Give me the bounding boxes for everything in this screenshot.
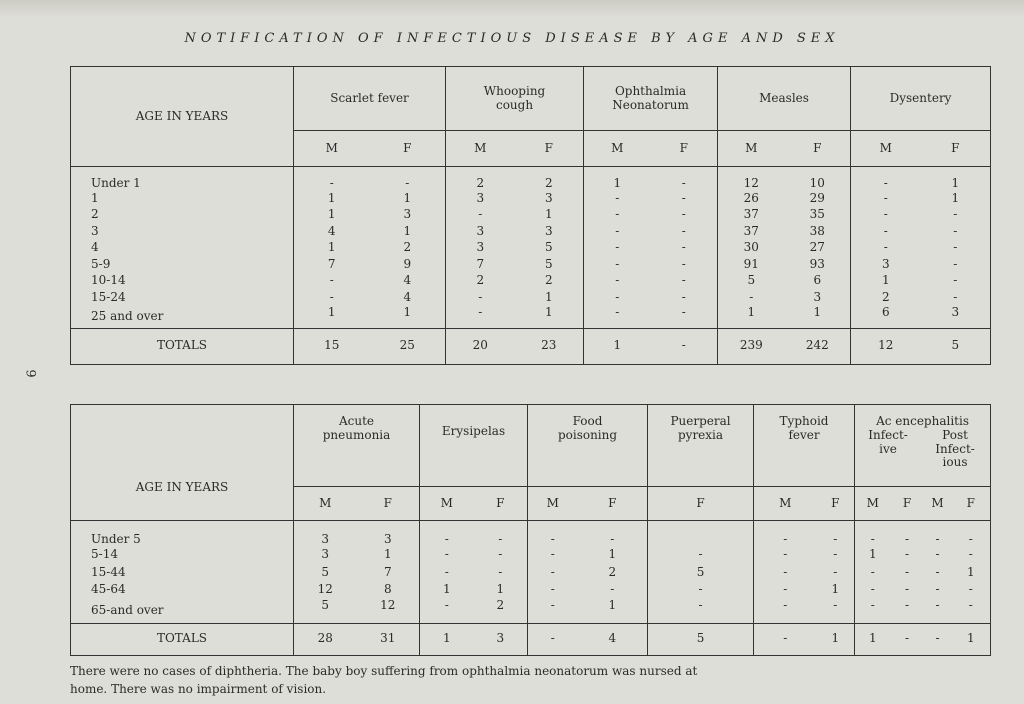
total-cell: -	[651, 328, 718, 364]
value-cell: -	[651, 191, 718, 208]
sex-header: M	[420, 487, 474, 521]
value-cell: 4	[370, 290, 446, 307]
table-row	[71, 564, 991, 582]
value-cell: 3	[294, 547, 357, 565]
value-cell: -	[851, 191, 921, 208]
value-cell: 30	[718, 240, 785, 257]
value-cell: 91	[718, 257, 785, 274]
value-cell: -	[754, 521, 817, 547]
value-cell: 1	[584, 167, 651, 191]
total-cell: -	[528, 623, 578, 655]
value-cell: 1	[294, 207, 370, 224]
value-cell: 1	[357, 547, 420, 565]
footer-line-2: home. There was no impairment of vision.	[70, 682, 327, 696]
value-cell: -	[651, 306, 718, 328]
value-cell: 2	[446, 273, 515, 290]
value-cell: -	[294, 167, 370, 191]
table-row	[71, 224, 991, 241]
value-cell: -	[855, 564, 891, 582]
value-cell: 12	[718, 167, 785, 191]
sex-header: M	[718, 131, 785, 167]
value-cell: -	[754, 582, 817, 600]
value-cell: -	[474, 521, 528, 547]
total-cell: 1	[952, 623, 991, 655]
value-cell: 2	[515, 167, 584, 191]
table-row	[71, 240, 991, 257]
value-cell: 1	[370, 224, 446, 241]
totals-label: TOTALS	[71, 623, 294, 655]
value-cell	[648, 521, 754, 547]
value-cell: 3	[515, 224, 584, 241]
value-cell: -	[584, 207, 651, 224]
value-cell: 3	[515, 191, 584, 208]
value-cell: 3	[921, 306, 991, 328]
value-cell: -	[446, 306, 515, 328]
age-cell: 10-14	[71, 273, 294, 290]
age-cell: 4	[71, 240, 294, 257]
value-cell: -	[851, 224, 921, 241]
value-cell: 3	[446, 224, 515, 241]
sex-header: M	[584, 131, 651, 167]
disease-header: Typhoid fever	[754, 405, 855, 487]
sex-header: F	[891, 487, 924, 521]
disease-header: Measles	[718, 67, 851, 131]
value-cell: -	[528, 599, 578, 623]
value-cell: -	[935, 547, 940, 562]
sex-header: M	[294, 487, 357, 521]
value-cell: -	[578, 582, 648, 600]
disease-header: Ophthalmia Neonatorum	[584, 67, 718, 131]
table-row	[71, 207, 991, 224]
value-cell: 1	[952, 564, 991, 582]
value-cell: 1	[578, 599, 648, 623]
value-cell: 3	[446, 240, 515, 257]
value-cell: 1	[294, 306, 370, 328]
value-cell: -	[528, 521, 578, 547]
table-row	[71, 290, 991, 307]
value-cell: -	[817, 521, 855, 547]
value-cell: -	[952, 521, 991, 547]
sex-header: F	[648, 487, 754, 521]
encephalitis-title: Ac encephalitis	[876, 414, 969, 428]
value-cell: -	[754, 564, 817, 582]
value-cell: -	[648, 547, 754, 565]
disease-table-2	[70, 404, 991, 656]
sex-header: F	[921, 131, 991, 167]
sex-header: F	[370, 131, 446, 167]
value-cell: 5	[718, 273, 785, 290]
value-cell: 7	[294, 257, 370, 274]
table-row	[71, 599, 991, 623]
value-cell: -	[294, 290, 370, 307]
value-cell: 3	[446, 191, 515, 208]
age-cell: 25 and over	[71, 306, 294, 328]
value-cell: -	[891, 599, 924, 623]
value-cell: 1	[817, 582, 855, 600]
age-header: AGE IN YEARS	[71, 405, 294, 521]
totals-label: TOTALS	[71, 328, 294, 364]
value-cell: -	[584, 257, 651, 274]
sex-header: F	[357, 487, 420, 521]
sex-header: M	[855, 487, 891, 521]
sex-header: F	[651, 131, 718, 167]
age-cell: 5-14	[71, 547, 294, 565]
value-cell: -	[921, 257, 991, 274]
value-cell: -	[420, 521, 474, 547]
total-cell: 1	[855, 623, 891, 655]
value-cell: 3	[851, 257, 921, 274]
value-cell: -	[584, 240, 651, 257]
table-row	[71, 547, 991, 565]
table-row	[71, 257, 991, 274]
value-cell: -	[651, 257, 718, 274]
total-cell: 31	[357, 623, 420, 655]
value-cell: -	[855, 599, 891, 623]
total-cell: 242	[785, 328, 851, 364]
value-cell: 1	[718, 306, 785, 328]
value-cell: -	[851, 240, 921, 257]
value-cell: -	[420, 564, 474, 582]
value-cell: 3	[294, 521, 357, 547]
post-infectious-subheader: Post Infect- ious	[935, 427, 975, 470]
disease-header: Food poisoning	[528, 405, 648, 487]
value-cell: -	[754, 599, 817, 623]
value-cell: -	[817, 547, 855, 565]
value-cell: 37	[718, 224, 785, 241]
value-cell: -	[924, 599, 952, 623]
value-cell: 3	[370, 207, 446, 224]
value-cell: -	[817, 599, 855, 623]
value-cell: -	[905, 547, 910, 562]
age-cell: 1	[71, 191, 294, 208]
sex-header: M	[754, 487, 817, 521]
value-cell: -	[935, 564, 940, 579]
value-cell: -	[584, 290, 651, 307]
value-cell: 4	[294, 224, 370, 241]
footer-line-1: There were no cases of diphtheria. The baby boy suffering from ophthalmia neonatorum was nursed at	[70, 664, 698, 678]
age-cell: 3	[71, 224, 294, 241]
value-cell: -	[584, 224, 651, 241]
value-cell: 4	[370, 273, 446, 290]
value-cell: 1	[294, 240, 370, 257]
value-cell: 2	[851, 290, 921, 307]
total-cell: 1	[584, 328, 651, 364]
total-cell: 3	[474, 623, 528, 655]
value-cell: -	[921, 207, 991, 224]
disease-header: Whooping cough	[446, 67, 584, 131]
value-cell: -	[817, 564, 855, 582]
value-cell: 1	[851, 273, 921, 290]
value-cell: -	[651, 273, 718, 290]
value-cell: 5	[515, 257, 584, 274]
value-cell: -	[718, 290, 785, 307]
age-cell: Under 1	[71, 167, 294, 191]
value-cell: 2	[578, 564, 648, 582]
age-cell: 45-64	[71, 582, 294, 600]
total-cell: 4	[578, 623, 648, 655]
value-cell: 38	[785, 224, 851, 241]
value-cell: -	[952, 582, 991, 600]
total-cell: 12	[851, 328, 921, 364]
value-cell: -	[474, 564, 528, 582]
value-cell: 9	[370, 257, 446, 274]
total-cell: 239	[718, 328, 785, 364]
table-row	[71, 273, 991, 290]
value-cell: 35	[785, 207, 851, 224]
value-cell: 93	[785, 257, 851, 274]
value-cell: 5	[294, 564, 357, 582]
value-cell: -	[851, 207, 921, 224]
value-cell: -	[921, 290, 991, 307]
sex-header: M	[294, 131, 370, 167]
value-cell: -	[578, 521, 648, 547]
value-cell: -	[584, 191, 651, 208]
value-cell: -	[584, 273, 651, 290]
sex-header: M	[851, 131, 921, 167]
value-cell: 27	[785, 240, 851, 257]
age-cell: 5-9	[71, 257, 294, 274]
value-cell: -	[446, 290, 515, 307]
table-row	[71, 191, 991, 208]
value-cell: -	[370, 167, 446, 191]
value-cell: -	[921, 240, 991, 257]
value-cell: 26	[718, 191, 785, 208]
value-cell: 2	[370, 240, 446, 257]
value-cell: 1	[855, 547, 891, 565]
total-cell: 5	[921, 328, 991, 364]
value-cell: -	[851, 167, 921, 191]
age-cell: 2	[71, 207, 294, 224]
value-cell: 6	[851, 306, 921, 328]
total-cell: -	[891, 623, 924, 655]
value-cell: -	[651, 224, 718, 241]
value-cell: 1	[294, 191, 370, 208]
disease-table-1	[70, 66, 991, 365]
value-cell: 1	[515, 290, 584, 307]
value-cell: 1	[370, 191, 446, 208]
page-edge	[0, 0, 1024, 18]
sex-header: F	[515, 131, 584, 167]
value-cell: 5	[294, 599, 357, 623]
value-cell: 1	[515, 207, 584, 224]
value-cell: 3	[785, 290, 851, 307]
table-row	[71, 167, 991, 191]
value-cell: 2	[515, 273, 584, 290]
age-cell: 65-and over	[71, 599, 294, 623]
value-cell: -	[651, 290, 718, 307]
sex-header: F	[785, 131, 851, 167]
value-cell: -	[935, 531, 940, 546]
table-row	[71, 582, 991, 600]
value-cell: -	[446, 207, 515, 224]
value-cell: -	[754, 547, 817, 565]
value-cell: 3	[357, 521, 420, 547]
value-cell: -	[905, 531, 910, 546]
value-cell: 8	[357, 582, 420, 600]
table-row	[71, 306, 991, 328]
value-cell: 12	[357, 599, 420, 623]
value-cell: 12	[294, 582, 357, 600]
value-cell: 7	[446, 257, 515, 274]
value-cell: 37	[718, 207, 785, 224]
value-cell: -	[905, 564, 910, 579]
value-cell: 1	[474, 582, 528, 600]
value-cell: 2	[446, 167, 515, 191]
total-cell: 20	[446, 328, 515, 364]
total-cell: 1	[420, 623, 474, 655]
age-cell: Under 5	[71, 521, 294, 547]
value-cell: -	[855, 521, 891, 547]
value-cell: 1	[921, 167, 991, 191]
value-cell: -	[651, 207, 718, 224]
value-cell: 1	[785, 306, 851, 328]
page-number: 9	[22, 369, 38, 378]
sex-header: F	[952, 487, 991, 521]
sex-header: M	[528, 487, 578, 521]
value-cell: 1	[578, 547, 648, 565]
value-cell: 1	[515, 306, 584, 328]
total-cell: 25	[370, 328, 446, 364]
encephalitis-header	[855, 405, 991, 487]
value-cell: -	[648, 599, 754, 623]
total-cell: 23	[515, 328, 584, 364]
value-cell: 1	[921, 191, 991, 208]
age-cell: 15-44	[71, 564, 294, 582]
value-cell: -	[528, 547, 578, 565]
value-cell: -	[528, 582, 578, 600]
total-cell: 28	[294, 623, 357, 655]
value-cell: -	[648, 582, 754, 600]
age-cell: 15-24	[71, 290, 294, 307]
value-cell: -	[474, 547, 528, 565]
value-cell: 7	[357, 564, 420, 582]
value-cell: 10	[785, 167, 851, 191]
total-cell: -	[754, 623, 817, 655]
value-cell: -	[905, 582, 910, 597]
value-cell: 5	[515, 240, 584, 257]
value-cell: 5	[648, 564, 754, 582]
sex-header: M	[924, 487, 952, 521]
table-row	[71, 521, 991, 547]
total-cell: -	[924, 623, 952, 655]
sex-header: M	[446, 131, 515, 167]
value-cell: -	[584, 306, 651, 328]
age-header: AGE IN YEARS	[71, 67, 294, 167]
total-cell: 1	[817, 623, 855, 655]
sex-header: F	[474, 487, 528, 521]
value-cell: -	[420, 599, 474, 623]
disease-header: Erysipelas	[420, 405, 528, 487]
value-cell: -	[420, 547, 474, 565]
value-cell: -	[952, 599, 991, 623]
value-cell: 1	[370, 306, 446, 328]
value-cell: 29	[785, 191, 851, 208]
value-cell: -	[651, 240, 718, 257]
value-cell: -	[294, 273, 370, 290]
value-cell: 6	[785, 273, 851, 290]
value-cell: -	[935, 582, 940, 597]
disease-header: Puerperal pyrexia	[648, 405, 754, 487]
value-cell: -	[921, 224, 991, 241]
page-title: NOTIFICATION OF INFECTIOUS DISEASE BY AGE AND SEX	[184, 31, 840, 46]
value-cell: -	[921, 273, 991, 290]
value-cell: -	[651, 167, 718, 191]
value-cell: -	[952, 547, 991, 565]
value-cell: 1	[420, 582, 474, 600]
value-cell: -	[855, 582, 891, 600]
value-cell: -	[528, 564, 578, 582]
sex-header: F	[578, 487, 648, 521]
disease-header: Scarlet fever	[294, 67, 446, 131]
footer-note	[70, 662, 990, 698]
value-cell: 2	[474, 599, 528, 623]
total-cell: 5	[648, 623, 754, 655]
infective-subheader: Infect- ive	[868, 427, 908, 456]
total-cell: 15	[294, 328, 370, 364]
disease-header: Dysentery	[851, 67, 991, 131]
sex-header: F	[817, 487, 855, 521]
disease-header: Acute pneumonia	[294, 405, 420, 487]
